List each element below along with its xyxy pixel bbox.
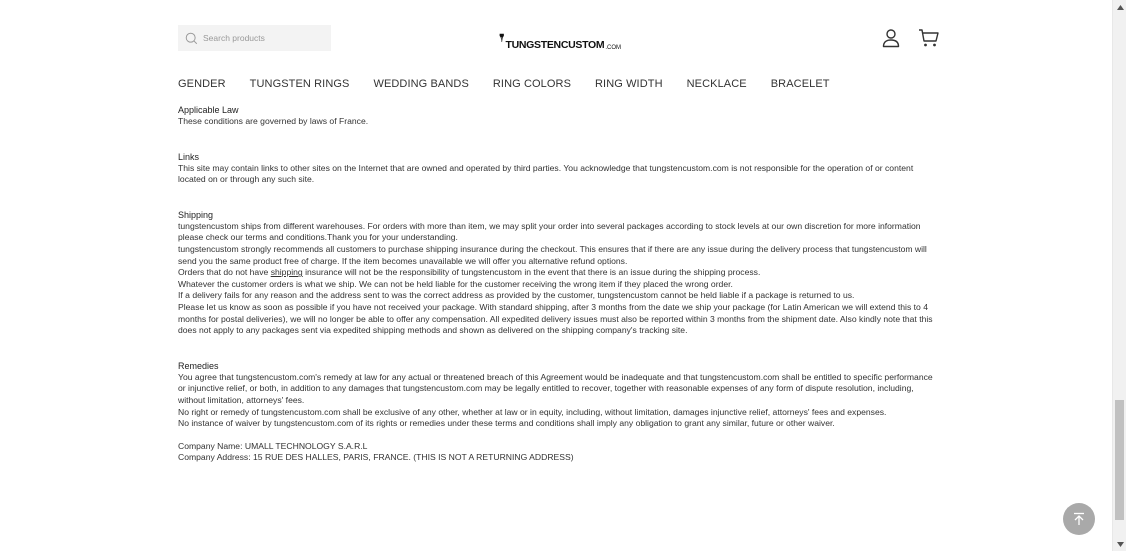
arrow-up-to-top-icon — [1072, 512, 1086, 526]
section-remedies — [178, 360, 934, 430]
logo-text: TUNGSTENCUSTOM — [505, 39, 605, 51]
paragraph: No right or remedy of tungstencustom.com shall be exclusive of any other, whether at law or in equity, including, without limitation, damages injunctive relief, attorneys' fees and expenses. — [178, 406, 887, 417]
search-bar[interactable] — [178, 25, 331, 51]
nav-tungsten-rings[interactable]: TUNGSTEN RINGS — [249, 78, 350, 90]
user-icon[interactable] — [881, 28, 901, 48]
search-icon — [185, 32, 198, 45]
cart-icon[interactable] — [918, 28, 940, 48]
paragraph: You agree that tungstencustom.com's remedy at law for any actual or threatened breach of this Agreement would be inadequate and that tungstencustom.com shall be entitled to specific performance or injunctive relief, or both, in addition to any damages that tungstencustom.com may be legally entitled to recover, together with reasonable expenses of any form of dispute resolution, including, without limitation, attorneys' fees. — [178, 371, 933, 405]
paragraph: No instance of waiver by tungstencustom.com of its rights or remedies under these terms and conditions shall imply any obligation to grant any similar, future or other waiver. — [178, 418, 835, 429]
paragraph: These conditions are governed by laws of France. — [178, 116, 369, 126]
section-applicable-law — [178, 104, 934, 128]
scroll-up-arrow-icon[interactable] — [1113, 0, 1126, 14]
section-company — [178, 441, 934, 464]
main-nav — [178, 78, 854, 90]
site-logo[interactable] — [499, 23, 621, 53]
search-input[interactable] — [203, 33, 323, 43]
section-title: Applicable Law — [178, 105, 239, 115]
back-to-top-button[interactable] — [1063, 503, 1095, 535]
logo-suffix: .COM — [605, 45, 621, 51]
text: Orders that do not have — [178, 267, 271, 278]
scrollbar-thumb[interactable] — [1115, 400, 1124, 520]
paragraph: Please let us know as soon as possible if you have not received your package. With standard shipping, after 3 months from the date we ship your package (for Latin American we will extend this to 4 months for postal deliveries), we will no longer be able to offer any compensation. All expedited delivery issues must also be reported within 3 months from the shipment date. Also kindly note that this does not apply to any packages sent via expedited shipping methods and shown as delivered on the shipping company's tracking site. — [178, 301, 933, 336]
section-title: Shipping — [178, 209, 214, 220]
company-address: Company Address: 15 RUE DES HALLES, PARIS, FRANCE. (THIS IS NOT A RETURNING ADDRESS) — [178, 452, 574, 463]
nav-necklace[interactable]: NECKLACE — [686, 78, 747, 90]
paragraph: tungstencustom ships from different warehouses. For orders with more than item, we may split your order into several packages according to stock levels at our own discretion for more information please check our terms and conditions.Thank you for your understanding. — [178, 220, 921, 243]
terms-content — [178, 104, 934, 487]
company-name: Company Name: UMALL TECHNOLOGY S.A.R.L — [178, 440, 368, 451]
nav-bracelet[interactable]: BRACELET — [770, 78, 830, 90]
nav-ring-width[interactable]: RING WIDTH — [595, 78, 663, 90]
paragraph: tungstencustom strongly recommends all customers to purchase shipping insurance during the checkout. This ensures that if there are any issue during the delivery process that tungstencustom will send you the same product free of charge. If the item becomes unavailable we will offer you alternative refund options. — [178, 243, 927, 266]
nav-gender[interactable]: GENDER — [178, 78, 226, 90]
paragraph: This site may contain links to other sites on the Internet that are owned and operated by third parties. You acknowledge that tungstencustom.com is not responsible for the operation of or content located on or through any such site. — [178, 162, 914, 185]
shipping-link[interactable]: shipping — [270, 267, 303, 278]
section-title: Links — [178, 151, 200, 162]
paragraph: If a delivery fails for any reason and the address sent to was the correct address as provided by the customer, tungstencustom cannot be held liable if a package is returned to us. — [178, 290, 855, 301]
section-title: Remedies — [178, 360, 219, 371]
nav-wedding-bands[interactable]: WEDDING BANDS — [373, 78, 469, 90]
vertical-scrollbar[interactable] — [1112, 0, 1126, 551]
paragraph: Whatever the customer orders is what we ship. We can not be held liable for the customer receiving the wrong item if they placed the wrong order. — [178, 278, 733, 289]
section-links — [178, 151, 934, 186]
text: insurance will not be the responsibility of tungstencustom in the event that there is an issue during the shipping process. — [302, 267, 761, 278]
section-shipping — [178, 209, 934, 337]
paragraph — [178, 267, 934, 279]
nav-ring-colors[interactable]: RING COLORS — [492, 78, 572, 90]
scroll-down-arrow-icon[interactable] — [1113, 537, 1126, 551]
pen-nib-logo-icon — [499, 23, 504, 53]
